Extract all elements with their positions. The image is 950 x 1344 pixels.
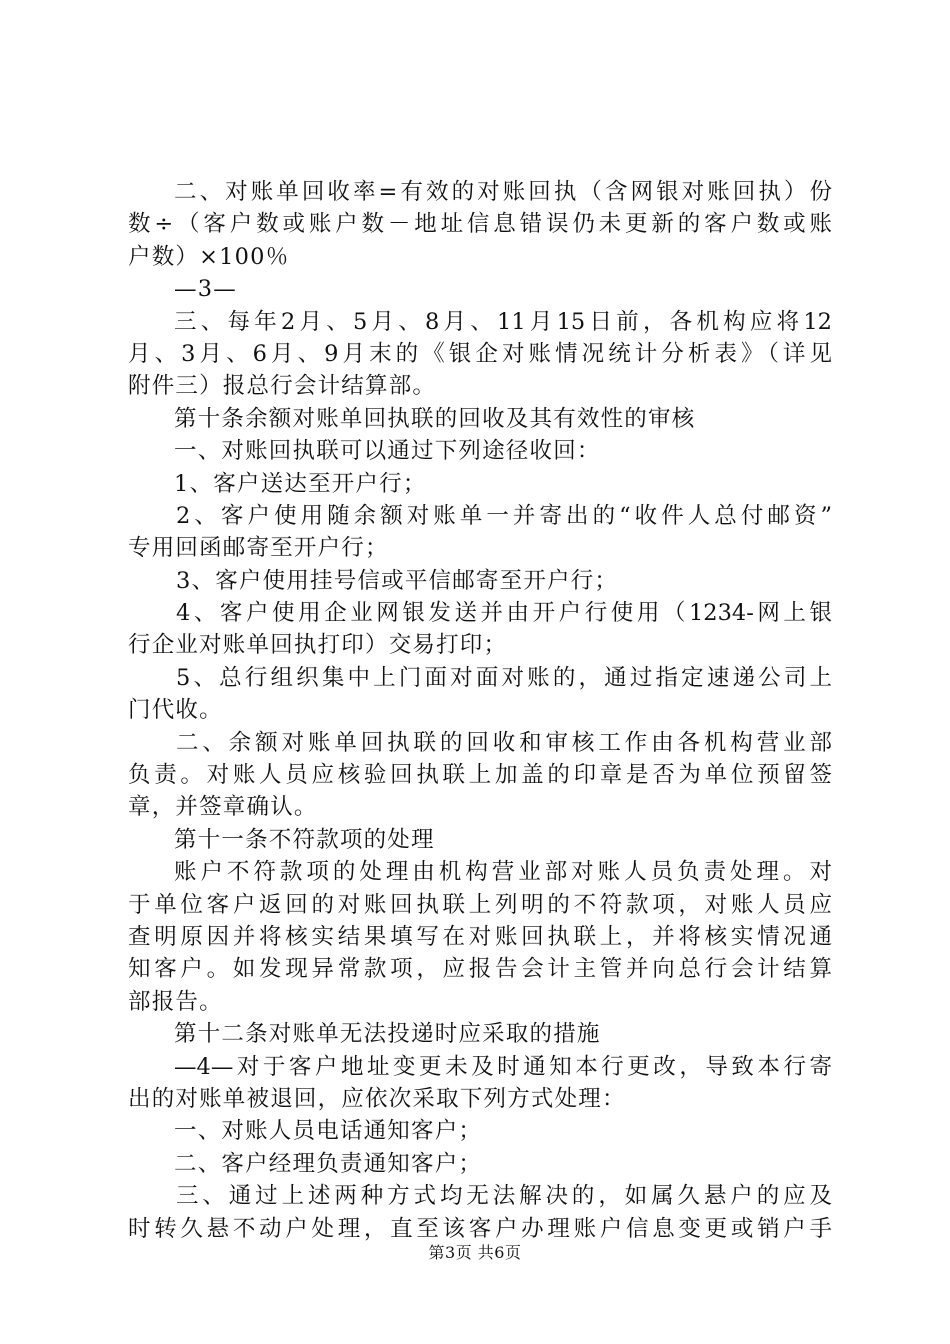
text-line: 知客户。如发现异常款项，应报告会计主管并向总行会计结算 [128,956,832,983]
page-number-footer: 第3页 共6页 [428,1243,522,1262]
text-line: —4—对于客户地址变更未及时通知本行更改，导致本行寄 [174,1053,832,1080]
article-heading: 第十条余额对账单回执联的回收及其有效性的审核 [174,405,696,432]
text-line: 负责。对账人员应核验回执联上加盖的印章是否为单位预留签 [128,762,832,789]
text-line: 4、客户使用企业网银发送并由开户行使用（1234-网上银 [176,600,832,627]
text-line: 账户不符款项的处理由机构营业部对账人员负责处理。对 [174,859,832,886]
text-line: 数÷（客户数或账户数－地址信息错误仍未更新的客户数或账 [128,211,832,238]
text-line: 三、通过上述两种方式均无法解决的，如属久悬户的应及 [176,1183,832,1210]
article-heading: 第十二条对账单无法投递时应采取的措施 [174,1021,601,1048]
text-line: 门代收。 [128,697,223,724]
text-line: 查明原因并将核实结果填写在对账回执联上，并将核实情况通 [128,923,832,950]
document-body [128,176,832,1245]
text-line: 3、客户使用挂号信或平信邮寄至开户行； [176,567,619,594]
text-line: 二、余额对账单回执联的回收和审核工作由各机构营业部 [176,729,832,756]
text-line: 户数）×100％ [128,243,290,270]
text-line: 时转久悬不动户处理，直至该客户办理账户信息变更或销户手 [128,1215,832,1242]
page-marker: —3— [174,276,237,303]
text-line: 二、对账单回收率=有效的对账回执（含网银对账回执）份 [174,179,832,205]
text-line: 出的对账单被退回，应依次采取下列方式处理： [128,1085,626,1112]
text-line: 行企业对账单回执打印）交易打印； [128,632,508,659]
article-heading: 第十一条不符款项的处理 [174,826,435,853]
text-line: 5、总行组织集中上门面对面对账的，通过指定速递公司上 [176,664,832,691]
text-line: 附件三）报总行会计结算部。 [128,373,437,400]
text-line: 三、每年2月、5月、8月、11月15日前，各机构应将12 [174,308,832,335]
text-line: 一、对账回执联可以通过下列途径收回： [174,438,601,465]
text-line: 1、客户送达至开户行； [174,470,427,497]
text-line: 章，并签章确认。 [128,794,318,821]
text-line: 一、对账人员电话通知客户； [174,1118,483,1145]
text-line: 部报告。 [128,988,223,1015]
text-line: 二、客户经理负责通知客户； [174,1150,483,1177]
text-line: 于单位客户返回的对账回执联上列明的不符款项，对账人员应 [128,891,832,918]
text-line: 2、客户使用随余额对账单一并寄出的“收件人总付邮资” [176,502,832,529]
text-line: 月、3月、6月、9月末的《银企对账情况统计分析表》（详见 [128,340,832,367]
text-line: 专用回函邮寄至开户行； [128,535,389,562]
